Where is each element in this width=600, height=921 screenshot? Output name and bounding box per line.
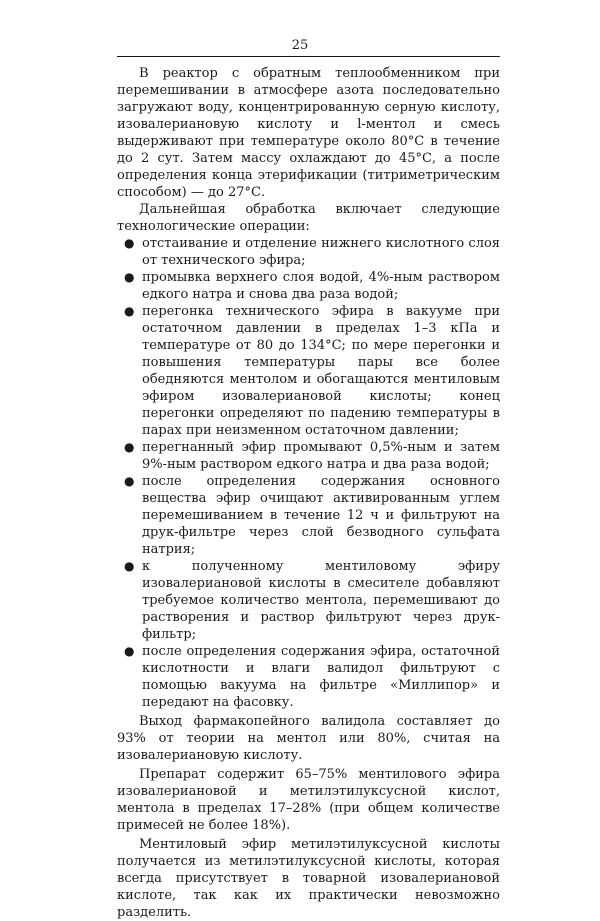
bullet-icon: ● (124, 644, 135, 658)
bullet-icon: ● (124, 304, 135, 318)
bullet-icon: ● (124, 559, 135, 573)
header-rule (117, 56, 500, 57)
list-item-text: к полученному ментиловому эфиру изовалериановой кислоты в смесителе добавляют требуемое количество ментола, перемешивают до растворения и раствор фильтруют через друк-фильтр; (142, 559, 500, 642)
list-item-text: перегнанный эфир промывают 0,5%-ным и затем 9%-ным раствором едкого натра и два раза водой; (142, 440, 500, 472)
bullet-icon: ● (124, 270, 135, 284)
list-item-text: перегонка технического эфира в вакууме при остаточном давлении в пределах 1–3 кПа и температуре от 80 до 134°С; по мере перегонки и повышения температуры пары все более обедняются ментолом и обогащаются ментиловым эфиром изовалериановой кислоты; конец перегонки определяют по падению температуры в парах при неизменном остаточном давлении; (142, 304, 500, 438)
list-item-text: промывка верхнего слоя водой, 4%-ным раствором едкого натра и снова два раза водой; (142, 270, 500, 302)
bullet-icon: ● (124, 236, 135, 250)
page-content (117, 65, 500, 921)
list-item (117, 269, 500, 303)
paragraph-processing-intro: Дальнейшая обработка включает следующие технологические операции: (117, 202, 500, 234)
list-item (117, 303, 500, 439)
bullet-icon: ● (124, 440, 135, 454)
paragraph-methylethylacetic-ester: Ментиловый эфир метилэтилуксусной кислоты получается из метилэтилуксусной кислоты, которая всегда присутствует в товарной изовалериановой кислоте, так как их практически невозможно разделить. (117, 837, 500, 920)
page-number: 25 (291, 38, 309, 53)
paragraph-composition: Препарат содержит 65–75% ментилового эфира изовалериановой и метилэтилуксусной кислот, ментола в пределах 17–28% (при общем количестве примесей не более 18%). (117, 767, 500, 833)
list-item (117, 235, 500, 269)
bullet-icon: ● (124, 474, 135, 488)
list-item (117, 558, 500, 643)
list-item-text: после определения содержания эфира, остаточной кислотности и влаги валидол фильтруют с помощью вакуума на фильтре «Миллипор» и передают на фасовку. (142, 644, 500, 710)
list-item (117, 473, 500, 558)
paragraph-reactor-loading: В реактор с обратным теплообменником при перемешивании в атмосфере азота последовательно загружают воду, концентрированную серную кислоту, изовалериановую кислоту и l-ментол и смесь выдерживают при температуре около 80°С в течение до 2 сут. Затем массу охлаждают до 45°С, а после определения конца этерификации (титриметрическим способом) — до 27°С. (117, 66, 500, 200)
list-item (117, 439, 500, 473)
list-item-text: отстаивание и отделение нижнего кислотного слоя от технического эфира; (142, 236, 500, 268)
operations-list (117, 235, 500, 711)
list-item (117, 643, 500, 711)
paragraph-yield: Выход фармакопейного валидола составляет до 93% от теории на ментол или 80%, считая на изовалериановую кислоту. (117, 714, 500, 763)
list-item-text: после определения содержания основного вещества эфир очищают активированным углем перемешиванием в течение 12 ч и фильтруют на друк-фильтре через слой безводного сульфата натрия; (142, 474, 500, 557)
